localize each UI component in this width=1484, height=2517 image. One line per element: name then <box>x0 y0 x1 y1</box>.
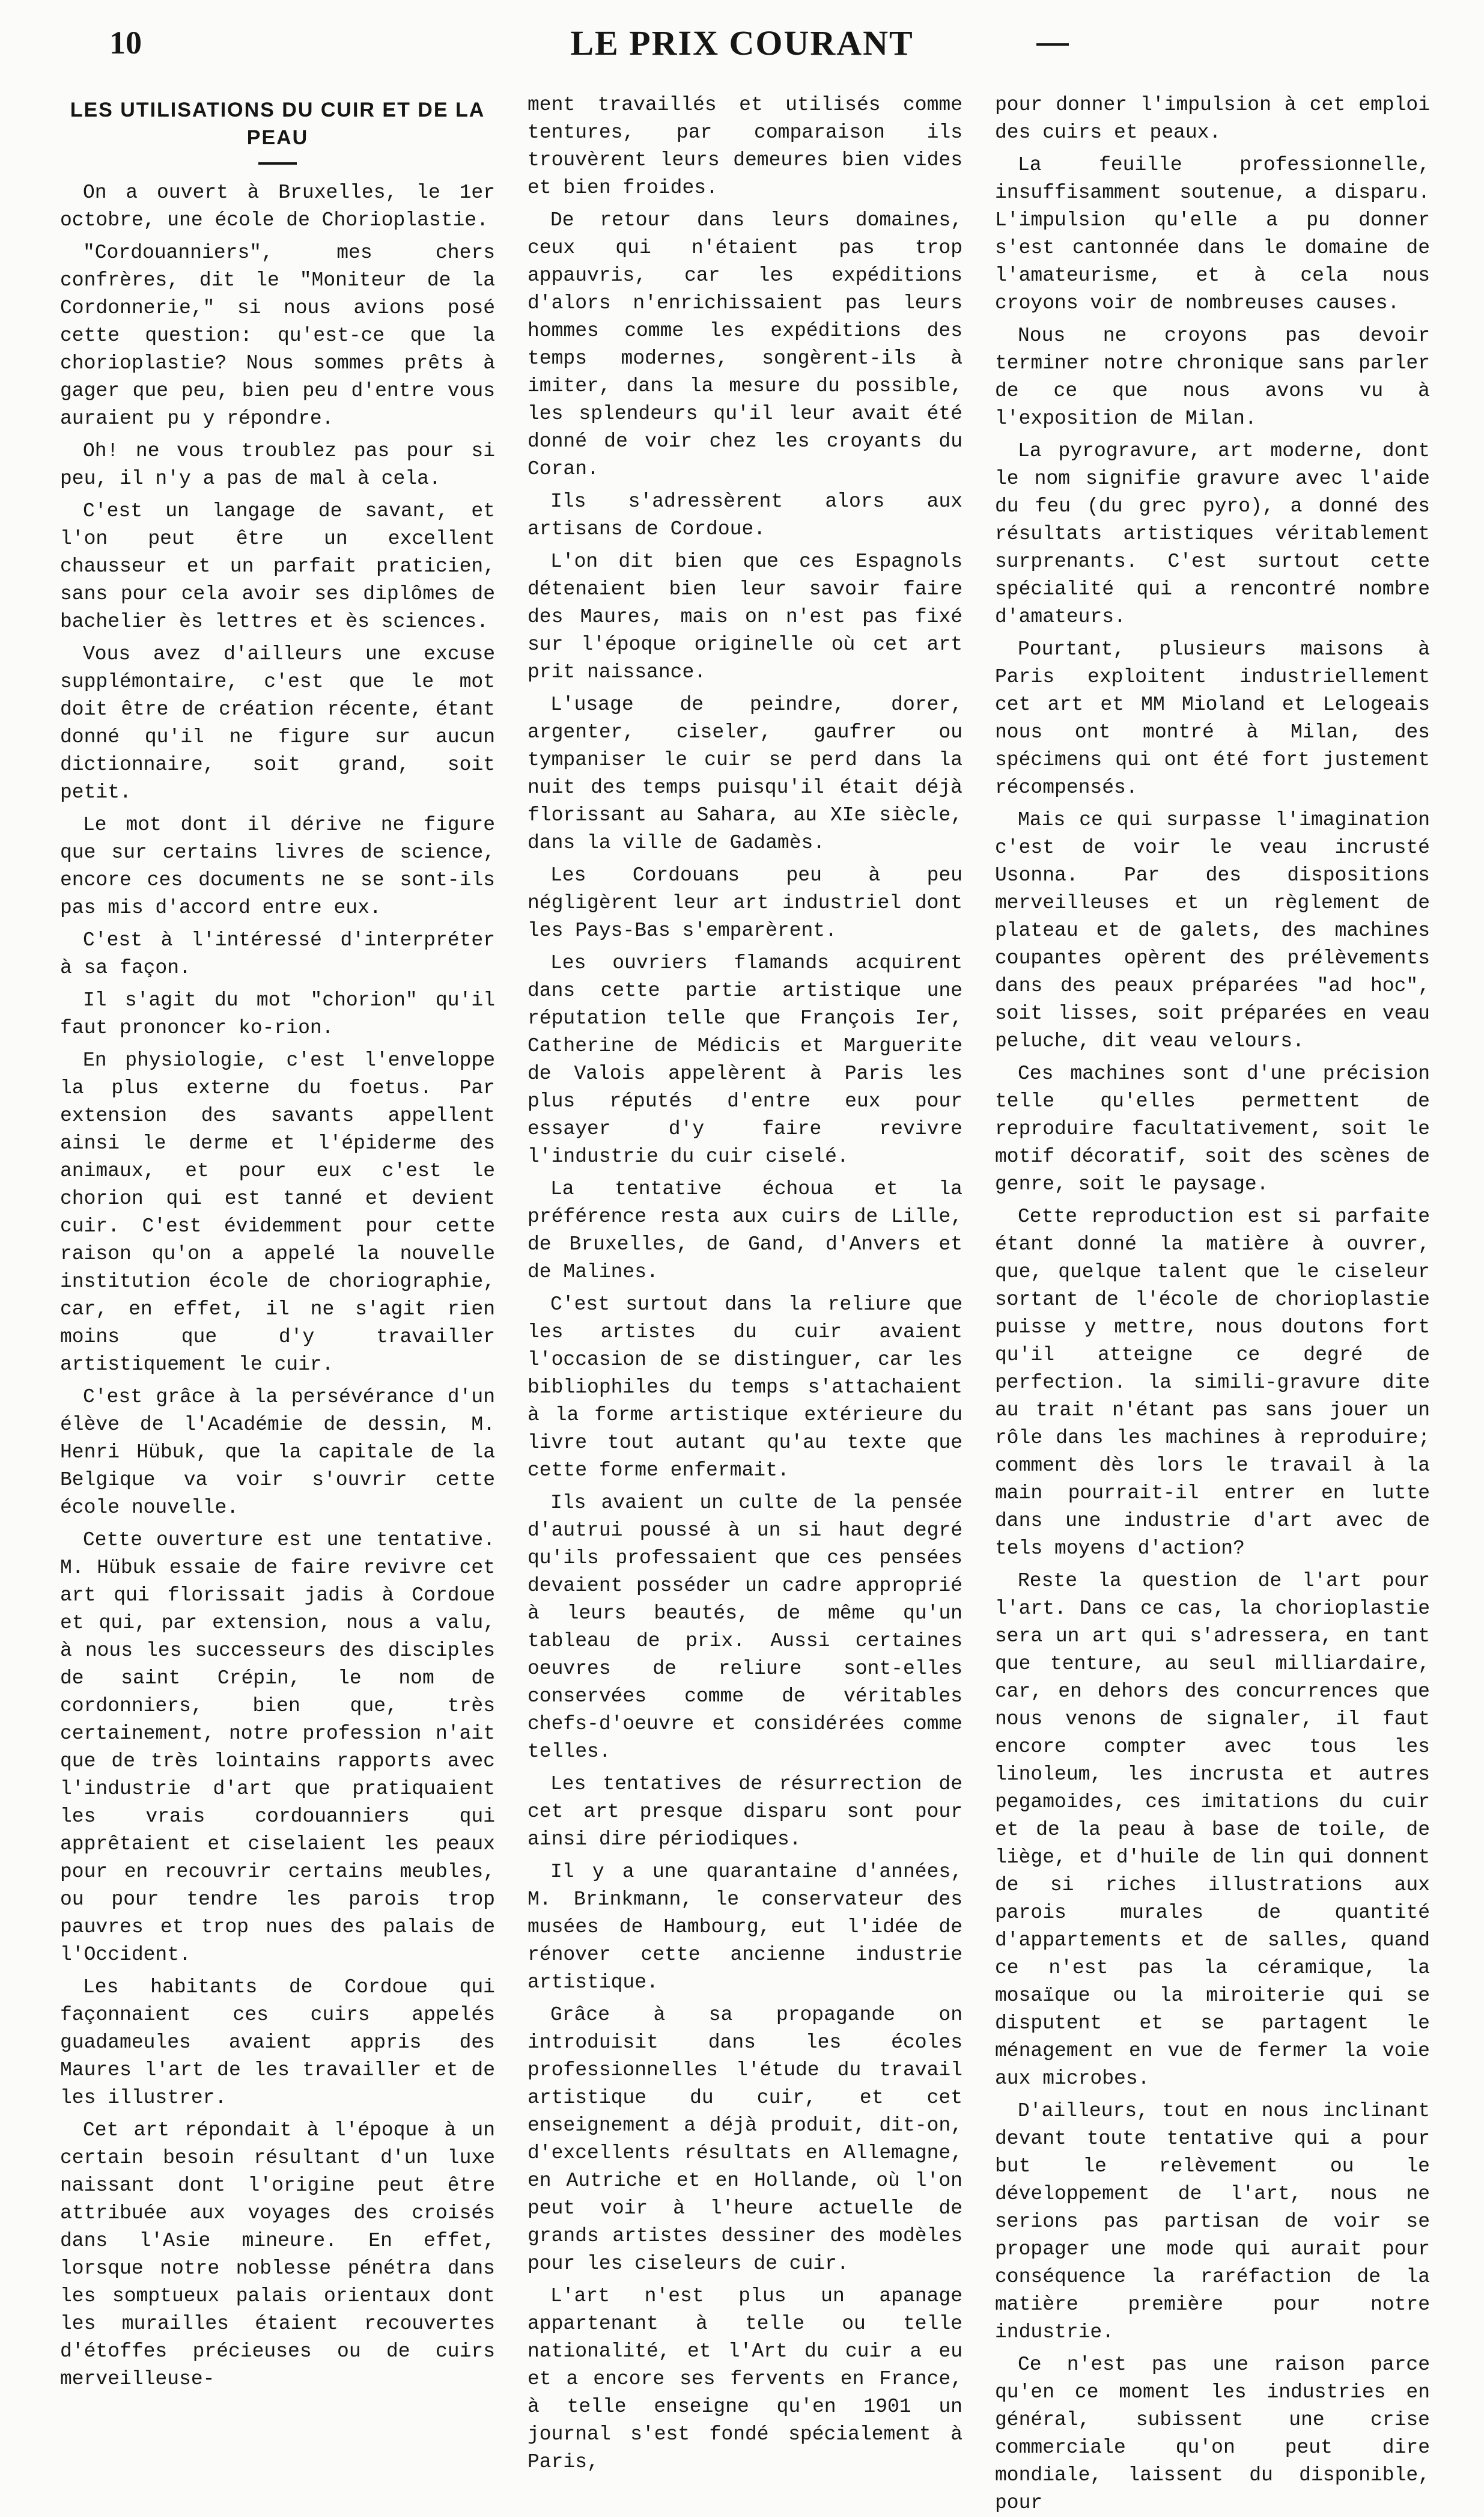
article-title: LES UTILISATIONS DU CUIR ET DE LA PEAU <box>70 99 485 149</box>
paragraph: Cet art répondait à l'époque à un certain besoin résultant d'un luxe naissant dont l'origine peut être attribuée aux voyages des croisés dans l'Asie mineure. En effet, lorsque notre noblesse pénétra dans les somptueux palais orientaux dont les murailles étaient recouvertes d'étoffes précieuses ou de cuirs merveilleuse- <box>60 2119 495 2390</box>
paragraph: Cette reproduction est si parfaite étant donné la matière à ouvrer, que, quelque talent que le ciseleur sortant de l'école de chorioplastie puisse y mettre, nous doutons fort qu'il atteigne ce degré de perfection. la simili-gravure dite au trait n'étant pas sans jouer un rôle dans les machines à reproduire; comment dès lors le travail à la main pourrait-il entrer en lutte dans une industrie d'art avec de tels moyens d'action? <box>995 1206 1430 1560</box>
paragraph: Ce n'est pas une raison parce qu'en ce moment les industries en général, subissent une crise commerciale qu'on peut dire mondiale, laissent du disponible, pour <box>995 2354 1430 2514</box>
paragraph: ment travaillés et utilisés comme tentures, par comparaison ils trouvèrent leurs demeures bien vides et bien froides. <box>528 94 962 199</box>
paragraph: L'on dit bien que ces Espagnols détenaient bien leur savoir faire des Maures, mais on n'est pas fixé sur l'époque originelle où cet art prit naissance. <box>528 551 962 683</box>
paragraph: Ils avaient un culte de la pensée d'autrui poussé à un si haut degré qu'ils professaient que ces pensées devaient posséder un cadre approprié à leurs beautés, de même qu'un tableau de prix. Aussi certaines oeuvres de reliure sont-elles conservées comme de véritables chefs-d'oeuvre et considérées comme telles. <box>528 1492 962 1763</box>
journal-title: LE PRIX COURANT <box>570 23 914 63</box>
paragraph: L'art n'est plus un apanage appartenant à telle ou telle nationalité, et l'Art du cuir a eu et a encore ses fervents en France, à telle enseigne qu'en 1901 un journal s'est fondé spécialement à Paris, <box>528 2285 962 2473</box>
paragraph: En physiologie, c'est l'enveloppe la plus externe du foetus. Par extension des savants appellent ainsi le derme et l'épiderme des animaux, et pour eux c'est le chorion qui est tanné et devient cuir. C'est évidemment pour cette raison qu'on a appelé la nouvelle institution école de choriographie, car, en effet, il ne s'agit rien moins que d'y travailler artistiquement le cuir. <box>60 1049 495 1376</box>
paragraph: Nous ne croyons pas devoir terminer notre chronique sans parler de ce que nous avons vu à l'exposition de Milan. <box>995 325 1430 430</box>
page-header <box>0 0 1484 90</box>
paragraph: Il y a une quarantaine d'années, M. Brinkmann, le conservateur des musées de Hambourg, eut l'idée de rénover cette ancienne industrie artistique. <box>528 1861 962 1994</box>
paragraph: On a ouvert à Bruxelles, le 1er octobre, une école de Chorioplastie. <box>60 182 495 231</box>
paragraph: La feuille professionnelle, insuffisamment soutenue, a disparu. L'impulsion qu'elle a pu donner s'est cantonnée dans le domaine de l'amateurisme, et à cela nous croyons voir de nombreuses causes. <box>995 154 1430 314</box>
paragraph: pour donner l'impulsion à cet emploi des cuirs et peaux. <box>995 94 1430 144</box>
page-number: 10 <box>109 25 142 61</box>
paragraph: C'est un langage de savant, et l'on peut être un excellent chausseur et un parfait praticien, sans pour cela avoir ses diplômes de bachelier ès lettres et ès sciences. <box>60 500 495 633</box>
paragraph: Les tentatives de résurrection de cet art presque disparu sont pour ainsi dire périodiques. <box>528 1773 962 1850</box>
paragraph: Ces machines sont d'une précision telle qu'elles permettent de reproduire facultativement, soit le motif décoratif, soit des scènes de genre, soit le paysage. <box>995 1063 1430 1195</box>
paragraph: De retour dans leurs domaines, ceux qui n'étaient pas trop appauvris, car les expéditions d'alors n'enrichissaient pas leurs hommes comme les expéditions des temps modernes, songèrent-ils à imiter, dans la mesure du possible, les splendeurs qu'il leur avait été donné de voir chez les croyants du Coran. <box>528 209 962 480</box>
column-2 <box>528 91 962 2473</box>
article-columns <box>60 91 1430 2514</box>
paragraph: Reste la question de l'art pour l'art. Dans ce cas, la chorioplastie sera un art qui s'adressera, en tant que tenture, au seul milliardaire, car, en dehors des concurrences que nous venons de signaler, il faut encore compter avec tous les linoleum, les incrusta et autres pegamoides, ces imitations du cuir et de la peau à base de toile, de liège, et d'huile de lin qui donnent de si riches illustrations aux parois murales de quantité d'appartements et de salles, quand ce n'est pas la céramique, la mosaïque ou la miroiterie qui se disputent et se partagent le ménagement en vue de fermer la voie aux microbes. <box>995 1570 1430 2090</box>
column-1 <box>60 91 495 2390</box>
paragraph: Pourtant, plusieurs maisons à Paris exploitent industriellement cet art et MM Mioland et Lelogeais nous ont montré à Milan, des spécimens qui ont été fort justement récompensés. <box>995 638 1430 799</box>
paragraph: Cette ouverture est une tentative. M. Hübuk essaie de faire revivre cet art qui florissait jadis à Cordoue et qui, par extension, nous a valu, à nous les successeurs des disciples de saint Crépin, le nom de cordonniers, bien que, très certainement, notre profession n'ait que de très lointains rapports avec l'industrie d'art que pratiquaient les vrais cordouanniers qui apprêtaient et ciselaient les peaux pour en recouvrir certains meubles, ou pour tendre les parois trop pauvres et trop nues des palais de l'Occident. <box>60 1529 495 1966</box>
paragraph: Grâce à sa propagande on introduisit dans les écoles professionnelles l'étude du travail artistique du cuir, et cet enseignement a déjà produit, dit-on, d'excellents résultats en Allemagne, en Autriche et en Hollande, où l'on peut voir à l'heure actuelle de grands artistes dessiner des modèles pour les ciseleurs de cuir. <box>528 2004 962 2275</box>
column-3 <box>995 91 1430 2514</box>
paragraph: D'ailleurs, tout en nous inclinant devant toute tentative qui a pour but le relèvement ou le développement de l'art, nous ne serions pas partisan de voir se propager une mode qui aurait pour conséquence la raréfaction de la matière première pour notre industrie. <box>995 2100 1430 2343</box>
paragraph: C'est grâce à la persévérance d'un élève de l'Académie de dessin, M. Henri Hübuk, que la capitale de la Belgique va voir s'ouvrir cette école nouvelle. <box>60 1386 495 1519</box>
paragraph: Les habitants de Cordoue qui façonnaient ces cuirs appelés guadameules avaient appris des Maures l'art de les travailler et de les illustrer. <box>60 1976 495 2109</box>
paragraph: C'est à l'intéressé d'interpréter à sa façon. <box>60 929 495 979</box>
paragraph: L'usage de peindre, dorer, argenter, ciseler, gaufrer ou tympaniser le cuir se perd dans la nuit des temps puisqu'il était déjà florissant au Sahara, au XIe siècle, dans la ville de Gadamès. <box>528 694 962 854</box>
paragraph: Mais ce qui surpasse l'imagination c'est de voir le veau incrusté Usonna. Par des dispositions merveilleuses et un règlement de plateau et de galets, des machines coupantes opèrent des prélèvements dans des peaux préparées "ad hoc", soit lisses, soit préparées en veau peluche, dit veau velours. <box>995 809 1430 1052</box>
paragraph: La pyrogravure, art moderne, dont le nom signifie gravure avec l'aide du feu (du grec pyro), a donné des résultats artistiques véritablement surprenants. C'est surtout cette spécialité qui a rencontré nombre d'amateurs. <box>995 440 1430 628</box>
paragraph: La tentative échoua et la préférence resta aux cuirs de Lille, de Bruxelles, de Gand, d'Anvers et de Malines. <box>528 1178 962 1283</box>
paragraph: Le mot dont il dérive ne figure que sur certains livres de science, encore ces documents ne se sont-ils pas mis d'accord entre eux. <box>60 814 495 919</box>
paragraph: Oh! ne vous troublez pas pour si peu, il n'y a pas de mal à cela. <box>60 440 495 490</box>
paragraph: Il s'agit du mot "chorion" qu'il faut prononcer ko-rion. <box>60 989 495 1039</box>
paragraph: Vous avez d'ailleurs une excuse supplémontaire, c'est que le mot doit être de création récente, étant donné qu'il ne figure sur aucun dictionnaire, soit grand, soit petit. <box>60 643 495 804</box>
paragraph: Les Cordouans peu à peu négligèrent leur art industriel dont les Pays-Bas s'emparèrent. <box>528 864 962 942</box>
paragraph: Ils s'adressèrent alors aux artisans de Cordoue. <box>528 490 962 540</box>
header-dash <box>1036 43 1069 46</box>
paragraph: C'est surtout dans la reliure que les artistes du cuir avaient l'occasion de se distinguer, car les bibliophiles du temps s'attachaient à la forme artistique extérieure du livre tout autant qu'au texte que cette forme enfermait. <box>528 1293 962 1481</box>
paragraph: Les ouvriers flamands acquirent dans cette partie artistique une réputation telle que François Ier, Catherine de Médicis et Marguerite de Valois appelèrent à Paris les plus réputés d'entre eux pour essayer d'y faire revivre l'industrie du cuir ciselé. <box>528 952 962 1168</box>
paragraph: "Cordouanniers", mes chers confrères, dit le "Moniteur de la Cordonnerie," si nous avions posé cette question: qu'est-ce que la chorioplastie? Nous sommes prêts à gager que peu, bien peu d'entre vous auraient pu y répondre. <box>60 242 495 430</box>
title-rule <box>258 162 297 165</box>
